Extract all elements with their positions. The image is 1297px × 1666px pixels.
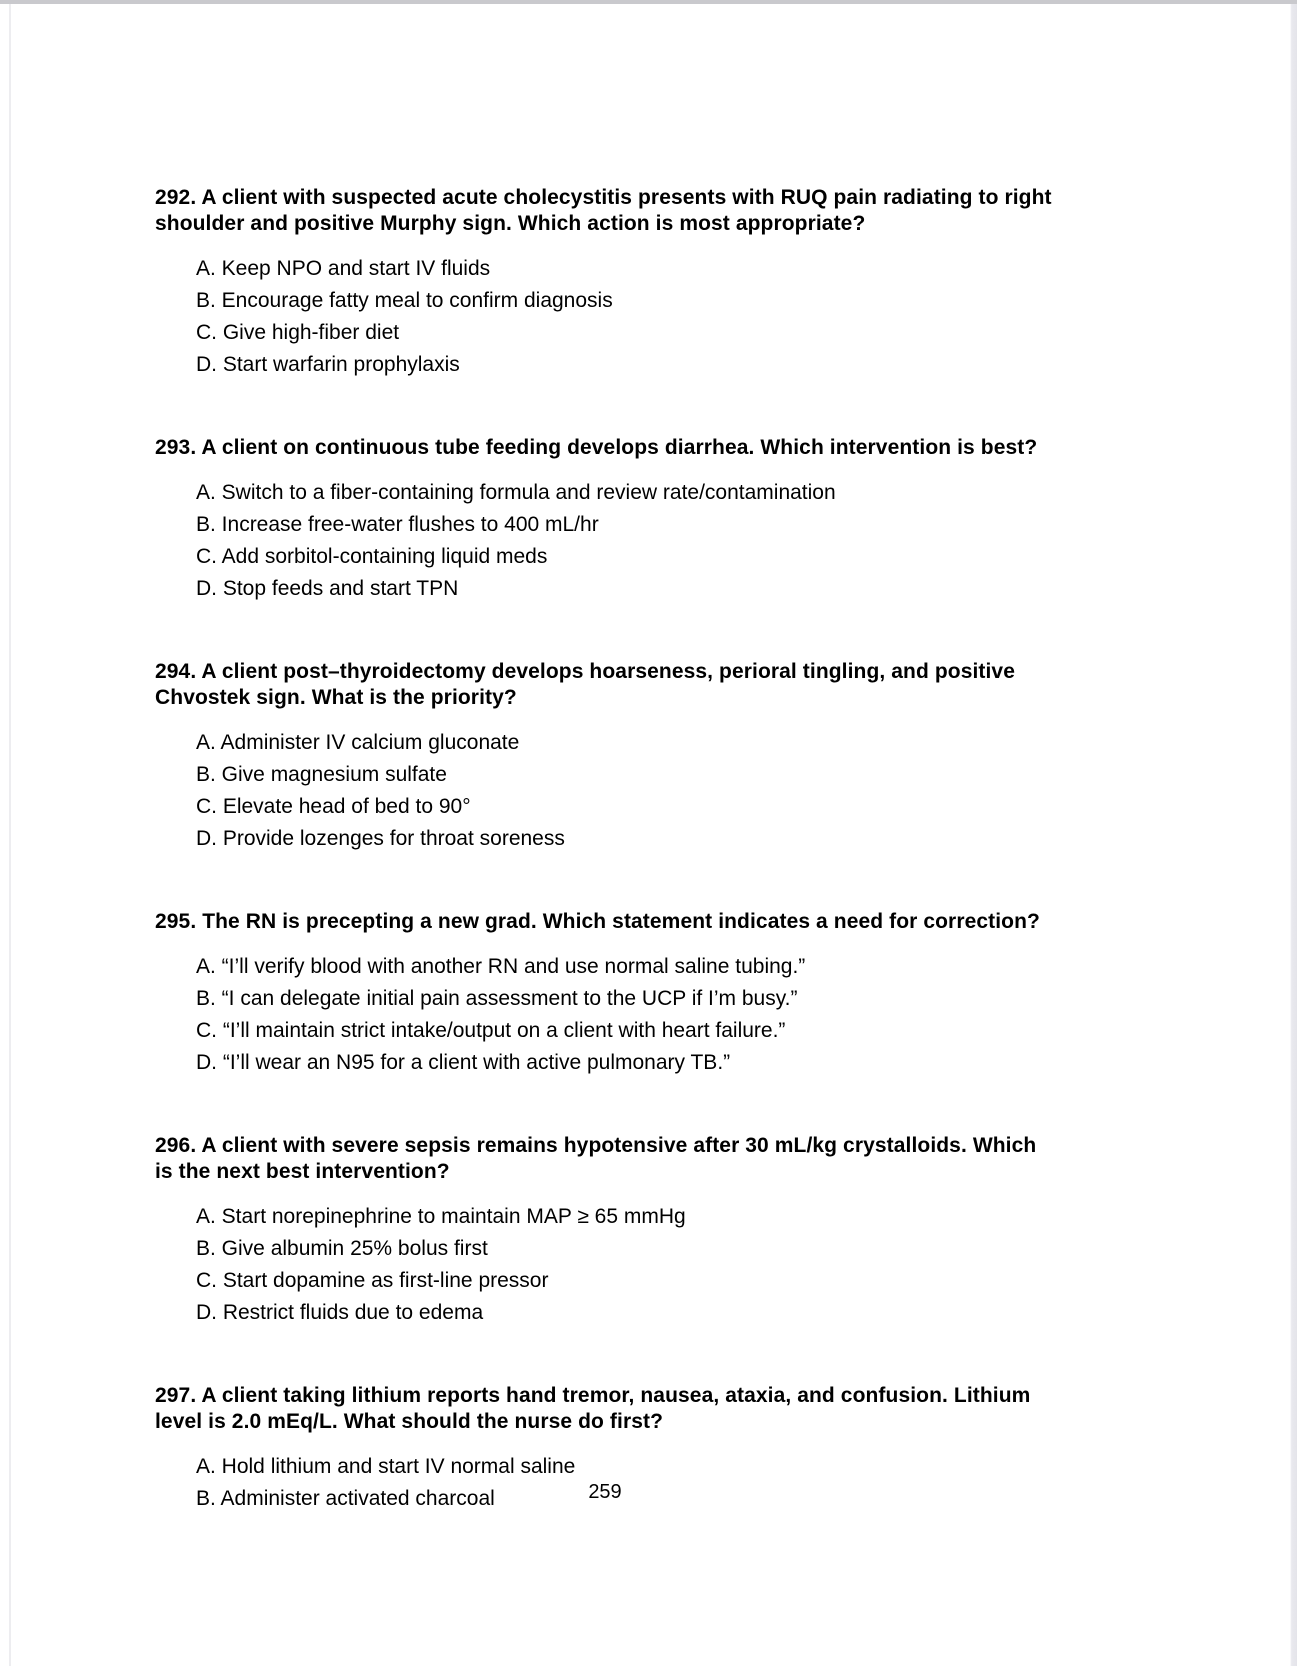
question-block xyxy=(155,185,1055,378)
answer-option: A. Keep NPO and start IV fluids xyxy=(196,257,491,280)
page-number: 259 xyxy=(588,1481,622,1503)
answer-option: C. Give high-fiber diet xyxy=(196,321,400,344)
question-block xyxy=(155,659,1055,852)
answer-option: C. Elevate head of bed to 90° xyxy=(196,795,471,818)
answer-option: A. Hold lithium and start IV normal saline xyxy=(196,1455,576,1478)
answer-option: C. Start dopamine as first-line pressor xyxy=(196,1269,549,1292)
answer-option: D. “I’ll wear an N95 for a client with active pulmonary TB.” xyxy=(196,1051,731,1074)
answer-option: B. “I can delegate initial pain assessment to the UCP if I’m busy.” xyxy=(196,987,798,1010)
answer-option: A. “I’ll verify blood with another RN and use normal saline tubing.” xyxy=(196,955,806,978)
questions-list xyxy=(155,185,1055,1518)
question-block xyxy=(155,1133,1055,1326)
question-block xyxy=(155,909,1055,1076)
answer-option: D. Start warfarin prophylaxis xyxy=(196,353,460,376)
answer-options xyxy=(155,256,1055,378)
question-text: 294. A client post–thyroidectomy develops hoarseness, perioral tingling, and positive Chvostek sign. What is the priority? xyxy=(155,660,1015,709)
answer-option: D. Stop feeds and start TPN xyxy=(196,577,459,600)
page-left-edge xyxy=(9,4,11,1666)
answer-option: B. Increase free-water flushes to 400 mL/hr xyxy=(196,513,599,536)
answer-option: C. “I’ll maintain strict intake/output on a client with heart failure.” xyxy=(196,1019,786,1042)
question-text: 297. A client taking lithium reports hand tremor, nausea, ataxia, and confusion. Lithium level is 2.0 mEq/L. What should the nurse do first? xyxy=(155,1384,1031,1433)
answer-option: A. Switch to a fiber-containing formula and review rate/contamination xyxy=(196,481,836,504)
question-block xyxy=(155,435,1055,602)
question-text: 296. A client with severe sepsis remains hypotensive after 30 mL/kg crystalloids. Which is the next best intervention? xyxy=(155,1134,1037,1183)
answer-option: A. Start norepinephrine to maintain MAP ≥ 65 mmHg xyxy=(196,1205,686,1228)
question-text: 292. A client with suspected acute cholecystitis presents with RUQ pain radiating to right shoulder and positive Murphy sign. Which action is most appropriate? xyxy=(155,186,1052,235)
answer-options xyxy=(155,954,1055,1076)
answer-options xyxy=(155,480,1055,602)
answer-options xyxy=(155,1204,1055,1326)
question-text: 293. A client on continuous tube feeding develops diarrhea. Which intervention is best? xyxy=(155,436,1038,459)
page-top-edge xyxy=(0,0,1297,4)
question-text: 295. The RN is precepting a new grad. Which statement indicates a need for correction? xyxy=(155,910,1040,933)
answer-option: B. Give albumin 25% bolus first xyxy=(196,1237,488,1260)
answer-option: B. Encourage fatty meal to confirm diagnosis xyxy=(196,289,613,312)
answer-option: B. Give magnesium sulfate xyxy=(196,763,447,786)
answer-option: A. Administer IV calcium gluconate xyxy=(196,731,520,754)
answer-option: B. Administer activated charcoal xyxy=(196,1487,495,1510)
page-right-edge xyxy=(1288,4,1297,1666)
answer-option: D. Provide lozenges for throat soreness xyxy=(196,827,565,850)
answer-option: C. Add sorbitol-containing liquid meds xyxy=(196,545,548,568)
answer-options xyxy=(155,730,1055,852)
answer-option: D. Restrict fluids due to edema xyxy=(196,1301,484,1324)
